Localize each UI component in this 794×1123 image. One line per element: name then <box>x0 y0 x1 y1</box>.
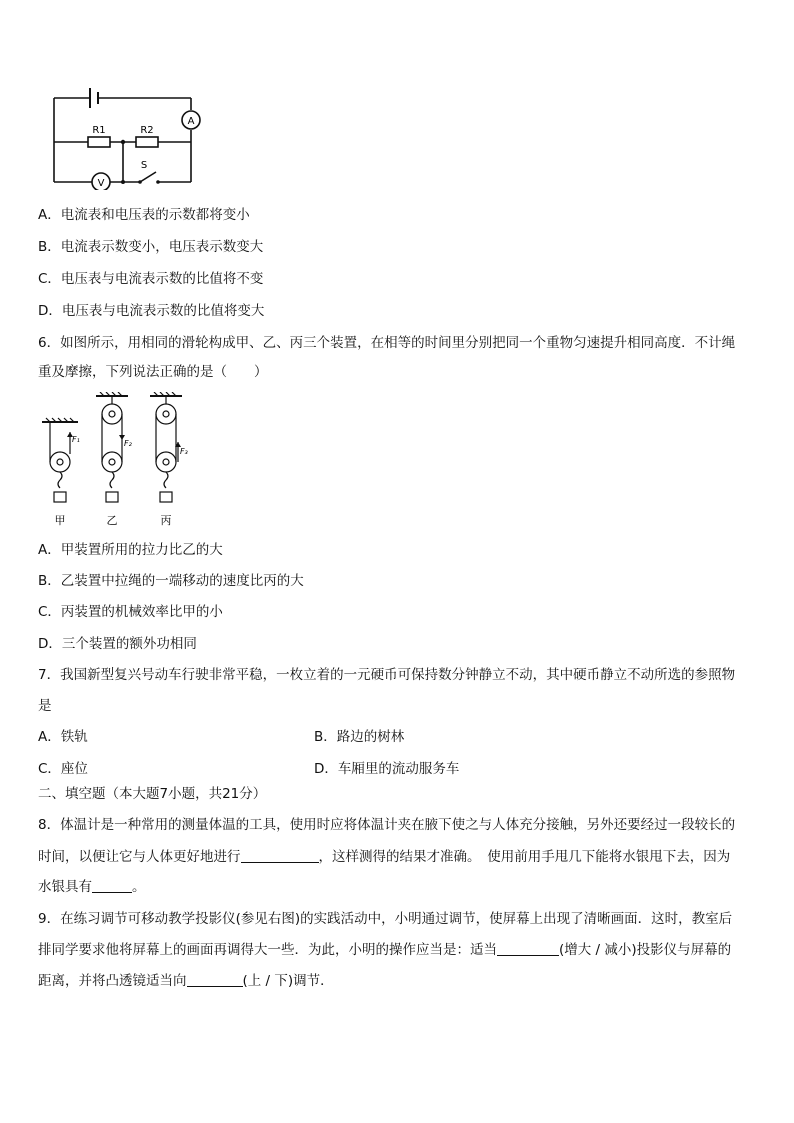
q9-blank-2[interactable] <box>187 972 243 987</box>
q9-blank-1[interactable] <box>497 941 559 956</box>
q6-option-d[interactable]: D．三个装置的额外功相同 <box>38 636 197 652</box>
circuit-diagram <box>46 86 210 190</box>
q6-option-a[interactable]: A．甲装置所用的拉力比乙的大 <box>38 542 223 558</box>
q8-line3 <box>38 878 146 896</box>
section-heading: 二、填空题（本大题7小题，共21分） <box>38 786 267 802</box>
q6-option-c[interactable]: C．丙装置的机械效率比甲的小 <box>38 604 223 620</box>
q8-line3-text-a: 水银具有 <box>38 879 92 895</box>
q9-line2 <box>38 941 731 959</box>
q6-option-b[interactable]: B．乙装置中拉绳的一端移动的速度比丙的大 <box>38 573 304 589</box>
f2-label: F₂ <box>124 439 132 448</box>
r1-label: R1 <box>92 125 106 136</box>
q5-option-d[interactable]: D．电压表与电流表示数的比值将变大 <box>38 303 265 319</box>
q5-option-a[interactable]: A．电流表和电压表的示数都将变小 <box>38 207 250 223</box>
switch-label: S <box>140 160 148 171</box>
q9-line3-text-a: 距离，并将凸透镜适当向 <box>38 973 187 989</box>
q9-line1: 9．在练习调节可移动教学投影仪(参见右图)的实践活动中，小明通过调节，使屏幕上出现了清晰画面．这时，教室后 <box>38 911 733 927</box>
ammeter-label: A <box>187 116 195 127</box>
q8-blank-2[interactable] <box>92 878 132 893</box>
q6-stem-line1: 6．如图所示，用相同的滑轮构成甲、乙、丙三个装置，在相等的时间里分别把同一个重物匀速提升相同高度．不计绳 <box>38 335 736 351</box>
q7-option-c[interactable]: C．座位 <box>38 761 88 777</box>
q8-line3-text-b: 。 <box>132 879 146 895</box>
label-bing: 丙 <box>160 514 172 527</box>
voltmeter-label: V <box>97 178 105 189</box>
q5-option-c[interactable]: C．电压表与电流表示数的比值将不变 <box>38 271 264 287</box>
q9-line2-text-b: (增大 / 减小)投影仪与屏幕的 <box>559 942 732 958</box>
q8-line2-text-a: 时间，以便让它与人体更好地进行 <box>38 849 241 865</box>
q8-line2 <box>38 848 730 866</box>
q7-option-d[interactable]: D．车厢里的流动服务车 <box>314 761 460 777</box>
q5-option-b[interactable]: B．电流表示数变小，电压表示数变大 <box>38 239 264 255</box>
q9-line3-text-b: (上 / 下)调节． <box>242 973 334 989</box>
q7-option-b[interactable]: B．路边的树林 <box>314 729 405 745</box>
f3-label: F₃ <box>180 447 188 456</box>
q6-stem-line2: 重及摩擦，下列说法正确的是（ ） <box>38 364 268 380</box>
label-jia: 甲 <box>54 514 66 527</box>
label-yi: 乙 <box>106 514 118 527</box>
q8-blank-1[interactable] <box>241 848 319 863</box>
q7-stem-line2: 是 <box>38 698 52 714</box>
f1-label: F₁ <box>72 435 80 444</box>
q8-line1: 8．体温计是一种常用的测量体温的工具，使用时应将体温计夹在腋下使之与人体充分接触，另外还要经过一段较长的 <box>38 817 736 833</box>
pulley-diagram <box>38 392 208 530</box>
r2-label: R2 <box>140 125 154 136</box>
q7-stem-line1: 7．我国新型复兴号动车行驶非常平稳，一枚立着的一元硬币可保持数分钟静立不动，其中硬币静立不动所选的参照物 <box>38 667 736 683</box>
q8-line2-text-b: ，这样测得的结果才准确。 使用前用手甩几下能将水银甩下去，因为 <box>318 849 731 865</box>
q7-option-a[interactable]: A．铁轨 <box>38 729 88 745</box>
q9-line2-text-a: 排同学要求他将屏幕上的画面再调得大一些．为此，小明的操作应当是：适当 <box>38 942 497 958</box>
q9-line3 <box>38 972 334 990</box>
